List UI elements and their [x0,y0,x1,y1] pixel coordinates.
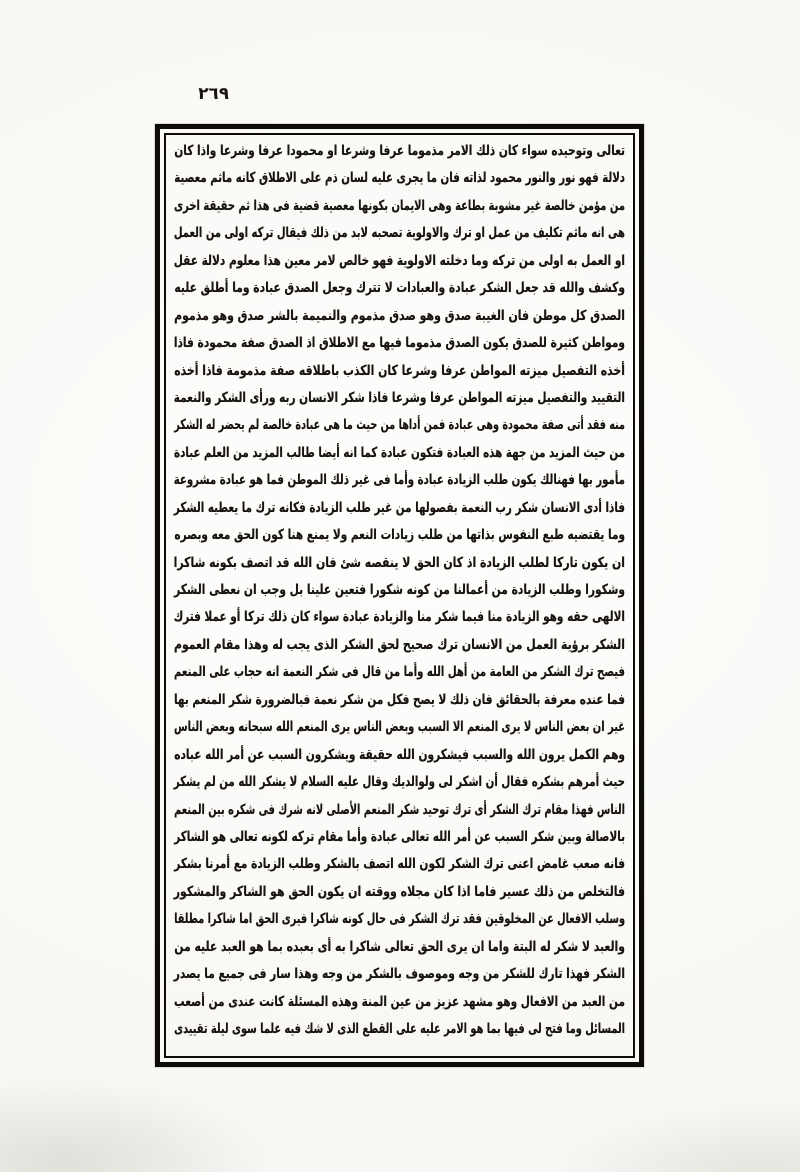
text-line: دلالة فهو نور والنور محمود لذاته فان ما يجرى عليه لسان ذم على الاطلاق كانه ماثم معصية [174,170,625,187]
text-line: فيصح ترك الشكر من العامة من أهل الله وأما من قال فى شكر النعمة انه حجاب على المنعم [173,664,625,681]
text-line: غير ان بعض الناس لا يرى المنعم الا السبب وبعض الناس يرى المنعم الله سبحانه وبعض الناس [174,719,625,736]
text-line: من مؤمن خالصة غير مشوبة بطاعة وهى الايمان بكونها معصية قضية فى هذا ثم حقيقة اخرى [174,197,625,214]
text-line: مأمور بها فهنالك يكون طلب الزيادة عبادة وأما فى غير ذلك الموطن فما هو عبادة مشروعة [173,472,625,489]
text-line: ان يكون تاركا لطلب الزيادة اذ كان الحق لا ينقصه شئ فان الله قد اتصف بكونه شاكرا [173,554,626,571]
page-number: ٢٦٩ [197,84,230,104]
text-line: وشكورا وطلب الزيادة من أعمالنا من كونه شكورا فتعين علينا بل وجب ان نعطى الشكر [174,582,625,598]
text-line: المسائل وما فتح لى فيها بما هو الامر عليه على القطع الذى لا شك فيه علما سوى ليلة تقييدى [174,1021,625,1037]
text-line: تعالى وتوحيده سواء كان ذلك الامر مذموما عرفا وشرعا او محمودا عرفا وشرعا واذا كان [174,143,626,159]
text-frame-inner-border [164,133,635,1058]
text-line: الصدق كل موطن فان الغيبة صدق وهو صدق مذموم والنميمة بالشر صدق وهو مذموم [174,307,625,324]
text-line: فانه صعب غامض اعنى ترك الشكر لكون الله اتصف بالشكر وطلب الزيادة مع أمرنا بشكر [174,856,625,873]
text-line: الشكر فهذا تارك للشكر من وجه وموصوف بالشكر من وجه وهذا سار فى جميع ما يصدر [173,966,625,983]
text-line: وسلب الافعال عن المخلوقين فقد ترك الشكر فى حال كونه شاكرا فيرى الحق اما شاكرا مطلقا [174,911,625,928]
text-line: وهم الكمل يرون الله والسبب فيشكرون الله حقيقة ويشكرون السبب عن أمر الله عباده [174,746,625,763]
text-line: منه فقد أتى صفة محمودة وهى عبادة فمن أداها من حيث ما هى عبادة خالصة لم يحضر له الشكر [174,417,625,434]
text-line: الشكر برؤية العمل من الانسان ترك صحيح لحق الشكر الذى يجب له وهذا مقام العموم [173,636,625,653]
text-line: الالهى حقه وهو الزيادة منا فيما شكر منا والزيادة عبادة سواء كان ذلك تركا أو عملا فترك [173,609,625,626]
text-line: ومواطن كثيرة للصدق يكون الصدق مذموما فيها مع الاطلاق اذ الصدق صفة محمودة فاذا [173,335,625,352]
text-line: وكشف والله قد جعل الشكر عبادة والعبادات لا تترك وجعل الصدق عبادة وما أطلق عليه [174,280,625,297]
text-line: هى انه ماثم تكليف من عمل او ترك والاولوية تصحبه لابد من ذلك فيقال تركه اولى من العمل [173,225,625,242]
text-frame-outer-border [155,124,644,1067]
text-line: او العمل به اولى من تركه وما دخلته الاولوية فهو خالص لامر معين هذا معلوم دلالة عقل [173,252,625,269]
text-line: فالتخلص من ذلك عسير فاما اذا كان مجلاه ووقته ان يكون الحق هو الشاكر والمشكور [173,883,625,900]
text-line: أخذه التفصيل ميزته المواطن عرفا وشرعا كان الكذب باطلاقه صفة مذمومة فاذا أخذه [174,362,625,379]
text-line: التقييد والتفصيل ميزته المواطن عرفا وشرعا فاذا شكر الانسان ربه ورأى الشكر والنعمة [173,389,625,406]
text-line: من العبد من الافعال وهو مشهد عزيز من عين المنة وهذه المسئلة كانت عندى من أصعب [174,993,625,1010]
text-line: من حيث المزيد من جهة هذه العبادة فتكون عبادة كما انه أيضا طالب المزيد من العلم عبادة [174,444,625,461]
text-line: وما يقتضيه طبع النفوس بذاتها من طلب زيادات النعم ولا يمنع هنا كون الحق معه وبصره [174,527,625,544]
text-line: والعبد لا شكر له البتة واما ان يرى الحق تعالى شاكرا به أى بعبده بما هو العبد عليه من [174,938,625,955]
text-line: حيث أمرهم بشكره فقال أن اشكر لى ولوالديك وقال عليه السلام لا يشكر الله من لم يشكر [173,774,625,791]
text-line: فاذا أدى الانسان شكر رب النعمة بفصولها من غير طلب الزيادة فكانه ترك ما يعطيه الشكر [173,499,626,516]
text-line: الناس فهذا مقام ترك الشكر أى ترك توحيد شكر المنعم الأصلى لانه شرك فى شكره بين المنعم [174,801,626,818]
text-line: فما عنده معرفة بالحقائق فان ذلك لا يصح فكل من شكر نعمة فبالضرورة شكر المنعم بها [173,691,625,708]
body-text-block [174,138,625,1054]
text-line: بالاصالة وبين شكر السبب عن أمر الله تعالى عبادة وأما مقام تركه لكونه تعالى هو الشاكر [174,828,625,845]
